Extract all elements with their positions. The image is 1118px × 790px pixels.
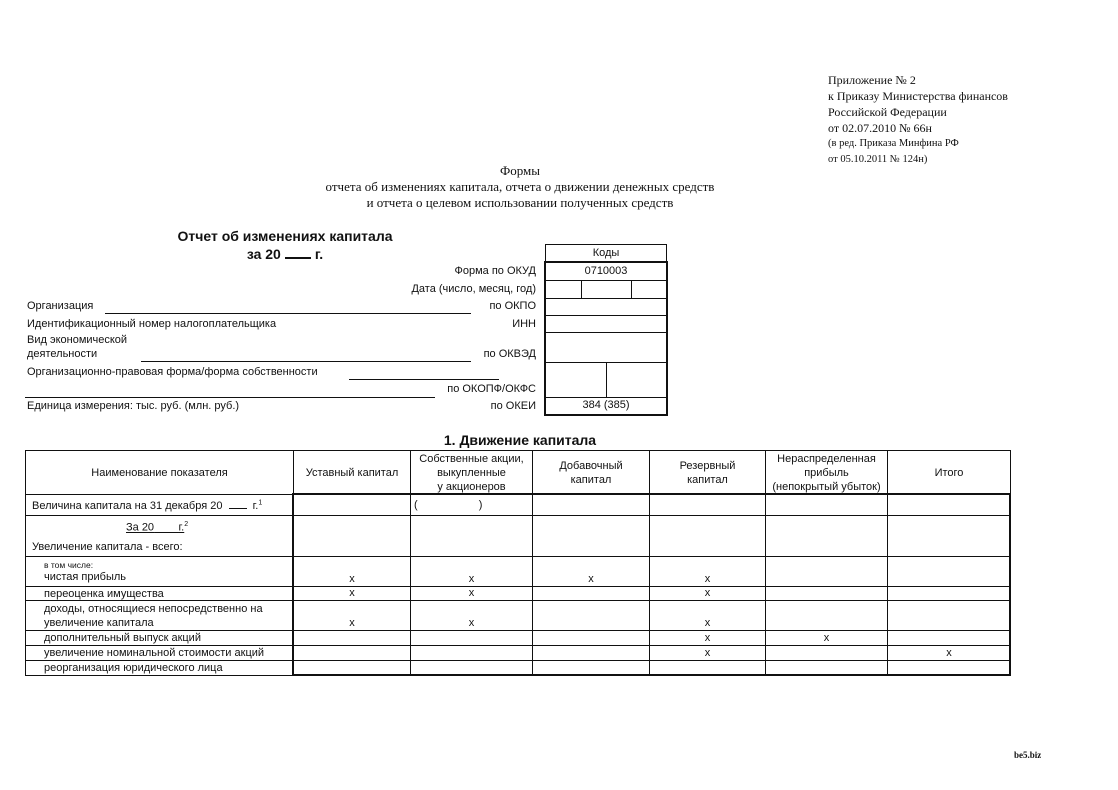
row-label-text: Увеличение капитала - всего: [32,540,183,553]
okved-label: по ОКВЭД [483,348,536,360]
organization-input[interactable] [105,313,471,314]
cell-charter[interactable] [294,661,411,676]
section-title: 1. Движение капитала [443,432,597,448]
organization-label: Организация [27,300,94,312]
header-line: Добавочный [559,459,623,472]
legal-form-label: Организационно-правовая форма/форма собственности [27,366,318,378]
date-month-input[interactable] [581,280,632,299]
row-label: дополнительный выпуск акций [26,631,294,646]
column-header-additional-capital [533,451,650,495]
cell-charter[interactable] [294,631,411,646]
row-label [26,601,294,631]
cell-charter[interactable] [294,516,411,557]
cell-additional[interactable]: x [533,557,650,587]
cell-charter[interactable]: x [294,587,411,601]
table-row [26,631,1011,646]
appendix-line: Российской Федерации [828,105,947,119]
period-label [32,518,290,535]
column-header-indicator: Наименование показателя [26,451,294,495]
header-line: капитал [687,473,728,486]
appendix-line: к Приказу Министерства финансов [828,89,1008,103]
cell-treasury[interactable] [411,646,533,661]
cell-retained[interactable]: x [766,631,888,646]
cell-treasury[interactable] [411,631,533,646]
cell-total[interactable] [888,516,1011,557]
cell-total[interactable] [888,601,1011,631]
forms-title-line: Формы [499,163,541,178]
date-day-input[interactable] [545,280,582,299]
cell-treasury[interactable] [411,516,533,557]
okei-value[interactable]: 384 (385) [545,397,667,415]
header-line: Нераспределенная [777,452,876,465]
okopf-label: по ОКОПФ/ОКФС [447,383,536,395]
date-year-input[interactable] [631,280,667,299]
appendix-amendment: от 05.10.2011 № 124н) [828,154,928,165]
report-period [160,245,410,262]
table-row [26,661,1011,676]
cell-treasury[interactable]: ( ) [411,495,533,516]
cell-treasury[interactable]: x [411,587,533,601]
row-label [26,557,294,587]
cell-additional[interactable] [533,631,650,646]
footnote-mark: 1 [258,498,263,506]
report-title: Отчет об изменениях капитала [177,228,393,244]
appendix-note [828,72,1008,168]
cell-additional[interactable] [533,646,650,661]
period-prefix: За 20 [126,521,155,534]
cell-reserve[interactable]: x [650,646,766,661]
cell-additional[interactable] [533,516,650,557]
table-row [26,516,1011,557]
row-label [26,516,294,557]
cell-retained[interactable] [766,661,888,676]
column-header-total: Итого [888,451,1011,495]
period-suffix: г. [178,521,185,534]
column-header-charter-capital: Уставный капитал [294,451,411,495]
cell-retained[interactable] [766,646,888,661]
report-year-input[interactable] [285,245,311,259]
table-row [26,601,1011,631]
header-line: выкупленные [437,466,506,479]
legal-form-input-line2[interactable] [25,397,435,398]
report-year-prefix: за 20 [246,246,281,262]
cell-retained[interactable] [766,516,888,557]
footnote-mark: 2 [184,521,189,529]
forms-title [0,163,1040,211]
cell-reserve[interactable] [650,516,766,557]
cell-retained[interactable] [766,601,888,631]
cell-reserve[interactable]: x [650,557,766,587]
forms-title-line: и отчета о целевом использовании полученных средств [366,195,674,210]
header-line: Резервный [679,459,736,472]
cell-charter[interactable] [294,646,411,661]
cell-reserve[interactable]: x [650,587,766,601]
cell-reserve[interactable] [650,661,766,676]
date-label: Дата (число, месяц, год) [411,283,536,295]
header-line: прибыль [804,466,849,479]
appendix-line: от 02.07.2010 № 66н [828,121,932,135]
row-label: реорганизация юридического лица [26,661,294,676]
table-row [26,646,1011,661]
column-header-retained-earnings [766,451,888,495]
year-blank[interactable] [229,499,247,509]
cell-additional[interactable] [533,661,650,676]
cell-additional[interactable] [533,495,650,516]
cell-retained[interactable] [766,557,888,587]
row-label-text: доходы, относящиеся непосредственно на [44,602,263,615]
cell-reserve[interactable]: x [650,601,766,631]
table-header-row [26,451,1011,495]
cell-charter[interactable] [294,495,411,516]
table-row [26,495,1011,516]
cell-reserve[interactable]: x [650,631,766,646]
codes-header: Коды [545,244,667,263]
inn-input[interactable] [545,315,667,333]
row-label: переоценка имущества [26,587,294,601]
inn-code-label: ИНН [512,318,536,330]
table-row [26,557,1011,587]
header-line: капитал [570,473,612,486]
table-row [26,587,1011,601]
inn-label: Идентификационный номер налогоплательщика [27,318,277,330]
header-line: у акционеров [437,480,506,493]
row-label: увеличение номинальной стоимости акций [26,646,294,661]
okfs-input[interactable] [606,362,667,398]
cell-charter[interactable]: x [294,557,411,587]
row-label [26,495,294,516]
report-year-suffix: г. [314,246,324,262]
legal-form-input[interactable] [349,379,499,380]
cell-total[interactable] [888,587,1011,601]
cell-total[interactable]: x [888,646,1011,661]
header-line: (непокрытый убыток) [772,480,881,493]
cell-retained[interactable] [766,587,888,601]
period-blank[interactable] [154,522,178,534]
cell-reserve[interactable] [650,495,766,516]
okopf-input[interactable] [545,362,607,398]
cell-treasury[interactable]: x [411,601,533,631]
row-label-text: увеличение капитала [44,616,154,629]
codes-box [545,244,667,415]
cell-additional[interactable] [533,601,650,631]
activity-label: Вид экономической [27,334,128,346]
cell-treasury[interactable] [411,661,533,676]
row-label-text: чистая прибыль [44,570,126,583]
row-sublabel: в том числе: [44,559,94,570]
forms-title-line: отчета об изменениях капитала, отчета о движении денежных средств [325,179,715,194]
row-label-suffix: г. [252,499,259,512]
okved-input[interactable] [545,332,667,363]
cell-total[interactable] [888,557,1011,587]
okpo-label: по ОКПО [489,300,536,312]
header-line: Собственные акции, [419,452,524,465]
okud-value[interactable]: 0710003 [545,262,667,281]
cell-total[interactable] [888,495,1011,516]
okpo-input[interactable] [545,298,667,316]
row-label-text: Величина капитала на 31 декабря 20 [32,499,223,512]
okud-label: Форма по ОКУД [454,265,536,277]
cell-charter[interactable]: x [294,601,411,631]
cell-treasury[interactable]: x [411,557,533,587]
column-header-reserve-capital [650,451,766,495]
column-header-treasury-shares [411,451,533,495]
activity-label: деятельности [27,348,98,360]
cell-additional[interactable] [533,587,650,601]
okei-label: по ОКЕИ [490,400,536,412]
appendix-line: Приложение № 2 [828,73,916,87]
cell-total[interactable] [888,631,1011,646]
activity-input[interactable] [141,361,471,362]
cell-total[interactable] [888,661,1011,676]
cell-retained[interactable] [766,495,888,516]
capital-movement-table [25,450,1011,676]
unit-label: Единица измерения: тыс. руб. (млн. руб.) [27,400,240,412]
appendix-amendment: (в ред. Приказа Минфина РФ [828,138,959,149]
watermark: be5.biz [1014,750,1042,760]
